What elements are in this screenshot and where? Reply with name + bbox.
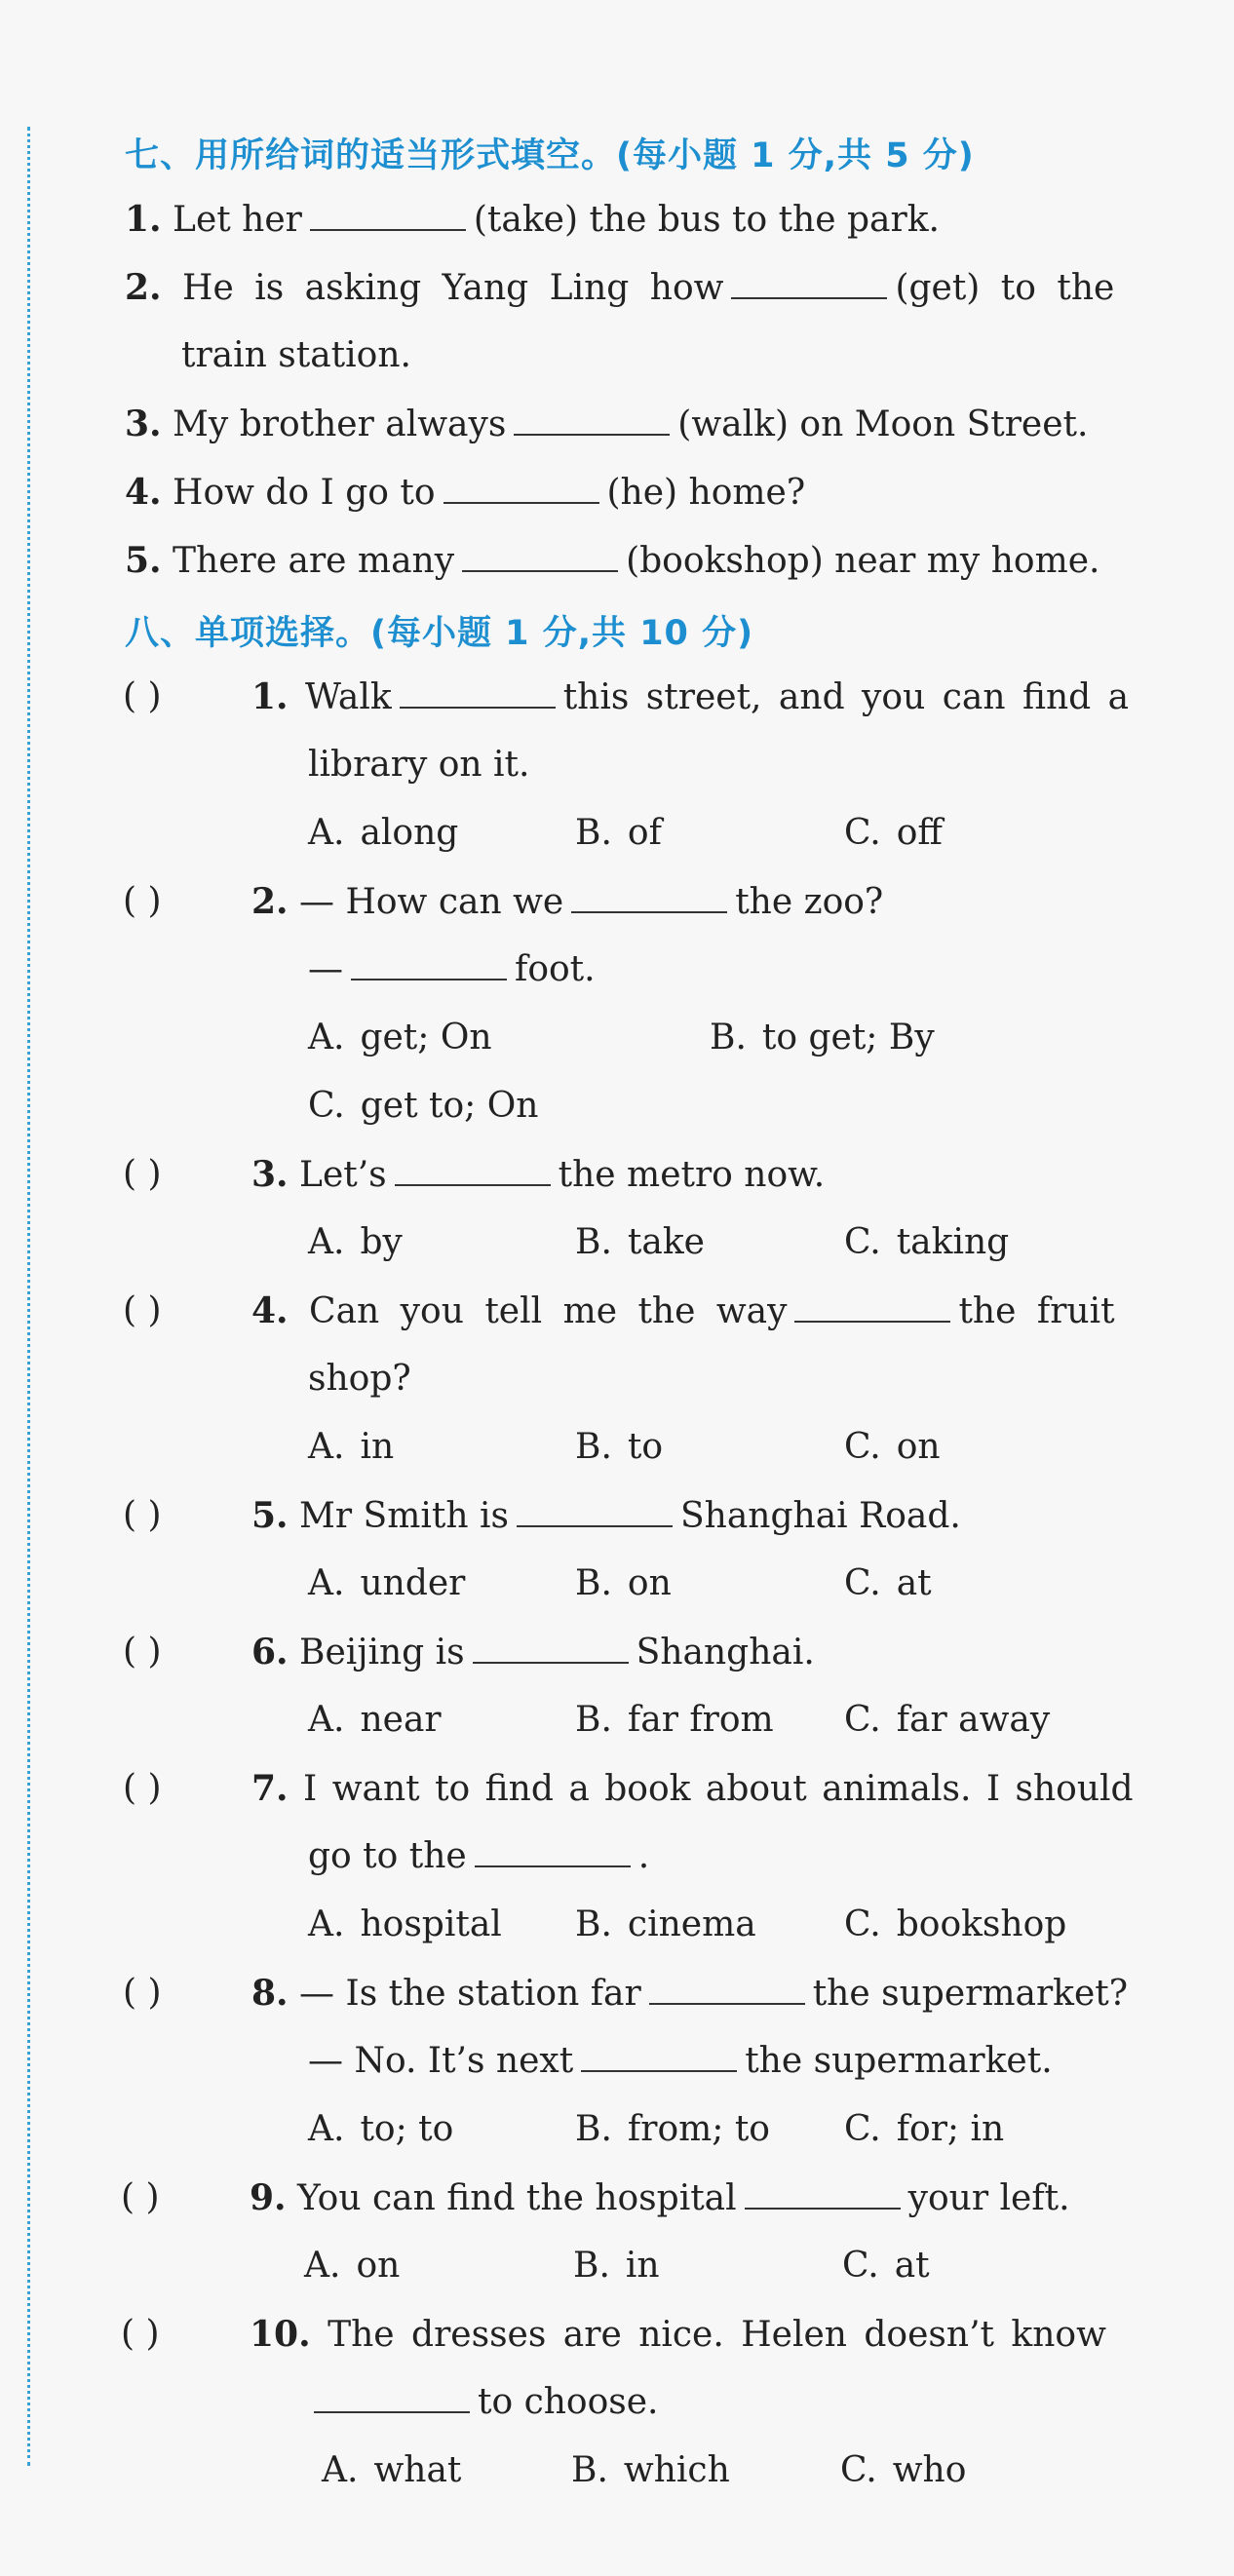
item-number: 3.	[125, 404, 162, 444]
option-text: far away	[896, 1700, 1051, 1740]
answer-parentheses[interactable]: ( )	[123, 1768, 162, 1808]
question-2-reply	[308, 948, 596, 991]
option-letter: B.	[575, 1427, 612, 1467]
item-hint: (he) home?	[606, 473, 806, 513]
question-10-continued	[314, 2381, 659, 2424]
fill-item-1	[125, 198, 940, 242]
option-text: off	[896, 813, 943, 853]
answer-blank	[794, 1291, 950, 1323]
answer-blank	[745, 2178, 901, 2210]
option-letter: C.	[844, 1427, 881, 1467]
question-text: The dresses are nice. Helen doesn’t know	[328, 2315, 1106, 2355]
answer-parentheses[interactable]: ( )	[123, 1290, 162, 1330]
option-text: cinema	[627, 1904, 756, 1944]
section-8-title: 八、单项选择。(每小题 1 分,共 10 分)	[125, 614, 754, 653]
choice-question-4	[251, 1289, 1115, 1333]
option-c[interactable]	[844, 1221, 1009, 1264]
option-text: hospital	[360, 1904, 502, 1944]
question-number: 6.	[251, 1632, 289, 1672]
question-text: I want to find a book about animals. I should	[303, 1769, 1134, 1809]
option-b[interactable]	[575, 1903, 756, 1946]
question-text: Mr Smith is	[299, 1496, 509, 1536]
option-text: at	[894, 2246, 930, 2286]
option-text: of	[627, 813, 662, 853]
item-number: 1.	[125, 199, 162, 240]
option-letter: A.	[308, 1222, 345, 1262]
period: .	[637, 1836, 650, 1876]
question-text-after: the fruit	[958, 1291, 1115, 1331]
option-a[interactable]	[308, 1903, 502, 1946]
question-number: 8.	[251, 1973, 289, 2014]
answer-blank	[517, 1496, 673, 1527]
reply-text-after: the supermarket.	[745, 2041, 1053, 2081]
option-a[interactable]	[308, 1017, 492, 1059]
option-text: on	[627, 1563, 672, 1603]
option-b[interactable]	[573, 2245, 660, 2288]
answer-parentheses[interactable]: ( )	[121, 2177, 160, 2217]
answer-blank[interactable]	[731, 268, 887, 299]
answer-blank[interactable]	[462, 541, 618, 572]
option-text: at	[896, 1563, 932, 1603]
question-text-after: this street, and you can find a	[562, 677, 1130, 717]
question-text-after: the zoo?	[735, 882, 884, 922]
option-c[interactable]	[844, 1426, 941, 1469]
option-letter: C.	[308, 1086, 345, 1126]
answer-blank[interactable]	[310, 200, 466, 231]
option-letter: B.	[575, 2109, 612, 2149]
answer-blank[interactable]	[514, 404, 670, 436]
option-b[interactable]	[575, 1426, 663, 1469]
answer-blank	[571, 882, 727, 913]
option-b[interactable]	[710, 1017, 935, 1059]
option-c[interactable]	[840, 2449, 966, 2492]
option-letter: C.	[842, 2246, 879, 2286]
option-letter: C.	[840, 2450, 877, 2490]
question-text-after: the metro now.	[558, 1155, 826, 1195]
option-c[interactable]	[844, 1699, 1050, 1742]
item-number: 5.	[125, 540, 162, 581]
question-text: Can you tell me the way	[309, 1291, 788, 1331]
question-number: 5.	[251, 1495, 289, 1536]
fill-item-4	[125, 471, 805, 515]
question-number: 4.	[251, 1290, 289, 1331]
question-text: — Is the station far	[299, 1974, 641, 2014]
question-text: You can find the hospital	[297, 2178, 737, 2218]
question-4-continued: shop?	[308, 1359, 411, 1399]
answer-blank	[351, 949, 507, 980]
answer-parentheses[interactable]: ( )	[123, 676, 162, 716]
question-text: to choose.	[478, 2382, 659, 2422]
option-letter: A.	[322, 2450, 359, 2490]
option-text: bookshop	[896, 1904, 1067, 1944]
option-text: along	[360, 813, 459, 853]
question-number: 2.	[251, 881, 289, 922]
option-letter: B.	[575, 1904, 612, 1944]
choice-question-9	[250, 2176, 1070, 2220]
option-a[interactable]	[308, 1699, 442, 1742]
option-a[interactable]	[308, 1562, 465, 1605]
option-letter: A.	[308, 1904, 345, 1944]
option-text: get to; On	[360, 1086, 539, 1126]
question-text: Let’s	[299, 1155, 387, 1195]
option-text: under	[360, 1563, 466, 1603]
question-text-after: Shanghai.	[636, 1633, 815, 1672]
choice-question-5	[251, 1494, 961, 1538]
choice-question-7	[251, 1767, 1134, 1811]
item-number: 2.	[125, 267, 162, 308]
item-number: 4.	[125, 472, 162, 513]
option-a[interactable]	[308, 2108, 453, 2151]
option-letter: A.	[308, 2109, 345, 2149]
answer-parentheses[interactable]: ( )	[123, 1973, 162, 2013]
option-b[interactable]	[575, 1562, 672, 1605]
option-b[interactable]	[575, 1699, 774, 1742]
option-c[interactable]	[844, 812, 943, 855]
option-letter: B.	[575, 813, 612, 853]
choice-question-10	[250, 2313, 1106, 2357]
option-letter: C.	[844, 1700, 881, 1740]
option-letter: A.	[308, 1427, 345, 1467]
question-text: — How can we	[299, 882, 564, 922]
option-text: by	[360, 1222, 403, 1262]
option-text: who	[892, 2450, 967, 2490]
item-hint: (walk) on Moon Street.	[677, 404, 1089, 444]
item-text: My brother always	[173, 404, 507, 444]
reply-text: foot.	[515, 949, 596, 989]
option-a[interactable]	[308, 1426, 394, 1469]
question-text: Beijing is	[299, 1633, 465, 1672]
option-letter: B.	[710, 1018, 747, 1057]
question-7-continued	[308, 1835, 649, 1878]
item-hint: (get) to the	[895, 268, 1115, 308]
option-text: near	[360, 1700, 442, 1740]
choice-question-2	[251, 880, 883, 924]
option-b[interactable]	[575, 812, 662, 855]
choice-question-8	[251, 1972, 1128, 2016]
option-text: in	[625, 2246, 660, 2286]
answer-blank	[314, 2382, 470, 2413]
answer-parentheses[interactable]: ( )	[123, 881, 162, 921]
fill-item-3	[125, 403, 1088, 446]
option-letter: B.	[573, 2246, 610, 2286]
question-text: Walk	[305, 677, 392, 717]
item-text: He is asking Yang Ling how	[182, 268, 724, 308]
question-number: 10.	[250, 2314, 311, 2355]
option-text: take	[627, 1222, 705, 1262]
option-text: for; in	[896, 2109, 1005, 2149]
section-7-title: 七、用所给词的适当形式填空。(每小题 1 分,共 5 分)	[125, 136, 975, 175]
dash: —	[308, 949, 343, 989]
option-letter: A.	[304, 2246, 341, 2286]
option-text: from; to	[627, 2109, 770, 2149]
reply-text: — No. It’s next	[308, 2041, 574, 2081]
option-text: on	[896, 1427, 941, 1467]
option-letter: C.	[844, 1563, 881, 1603]
answer-blank	[400, 677, 556, 709]
option-letter: C.	[844, 2109, 881, 2149]
answer-parentheses[interactable]: ( )	[123, 1154, 162, 1194]
answer-blank	[395, 1155, 551, 1186]
option-letter: A.	[308, 1563, 345, 1603]
item-text: Let her	[173, 200, 302, 240]
choice-question-3	[251, 1153, 825, 1197]
option-text: get; On	[360, 1018, 492, 1057]
option-text: to get; By	[761, 1018, 935, 1057]
fill-item-5	[125, 539, 1099, 583]
option-a[interactable]	[308, 1221, 403, 1264]
answer-blank	[475, 1836, 631, 1867]
choice-question-1	[251, 675, 1129, 719]
choice-question-6	[251, 1631, 815, 1674]
question-number: 7.	[251, 1768, 289, 1809]
answer-parentheses[interactable]: ( )	[121, 2314, 160, 2354]
option-c[interactable]	[844, 1562, 932, 1605]
option-text: taking	[896, 1222, 1010, 1262]
question-number: 9.	[250, 2177, 287, 2218]
option-text: to; to	[360, 2109, 454, 2149]
option-c[interactable]	[842, 2245, 930, 2288]
question-number: 3.	[251, 1154, 289, 1195]
option-b[interactable]	[571, 2449, 730, 2492]
option-letter: A.	[308, 1700, 345, 1740]
option-c[interactable]	[308, 1085, 538, 1128]
option-letter: B.	[571, 2450, 608, 2490]
option-text: on	[356, 2246, 401, 2286]
item-hint: (take) the bus to the park.	[473, 200, 940, 240]
option-a[interactable]	[304, 2245, 400, 2288]
question-text-after: your left.	[907, 2178, 1070, 2218]
option-letter: B.	[575, 1700, 612, 1740]
answer-parentheses[interactable]: ( )	[123, 1495, 162, 1535]
question-1-continued: library on it.	[308, 745, 530, 785]
question-number: 1.	[251, 676, 289, 717]
answer-blank	[581, 2041, 737, 2072]
option-letter: B.	[575, 1563, 612, 1603]
option-letter: A.	[308, 813, 345, 853]
option-b[interactable]	[575, 2108, 770, 2151]
answer-blank	[649, 1974, 805, 2005]
option-text: which	[623, 2450, 730, 2490]
item-text: There are many	[173, 541, 455, 581]
option-c[interactable]	[844, 2108, 1004, 2151]
fill-item-2-continued: train station.	[181, 335, 411, 375]
option-a[interactable]	[322, 2449, 461, 2492]
option-letter: C.	[844, 813, 881, 853]
option-letter: B.	[575, 1222, 612, 1262]
question-text-after: the supermarket?	[812, 1974, 1129, 2014]
option-text: to	[627, 1427, 664, 1467]
fill-item-2	[125, 266, 1114, 310]
item-text: How do I go to	[173, 473, 436, 513]
question-text: go to the	[308, 1836, 467, 1876]
question-text-after: Shanghai Road.	[679, 1496, 961, 1536]
option-letter: C.	[844, 1222, 881, 1262]
option-text: what	[373, 2450, 462, 2490]
option-a[interactable]	[308, 812, 458, 855]
answer-blank[interactable]	[443, 473, 599, 504]
option-text: far from	[627, 1700, 774, 1740]
option-b[interactable]	[575, 1221, 705, 1264]
option-text: in	[360, 1427, 395, 1467]
option-letter: A.	[308, 1018, 345, 1057]
answer-parentheses[interactable]: ( )	[123, 1632, 162, 1672]
answer-blank	[473, 1633, 629, 1664]
option-letter: C.	[844, 1904, 881, 1944]
option-c[interactable]	[844, 1903, 1066, 1946]
item-hint: (bookshop) near my home.	[626, 541, 1100, 581]
question-8-reply	[308, 2040, 1053, 2083]
